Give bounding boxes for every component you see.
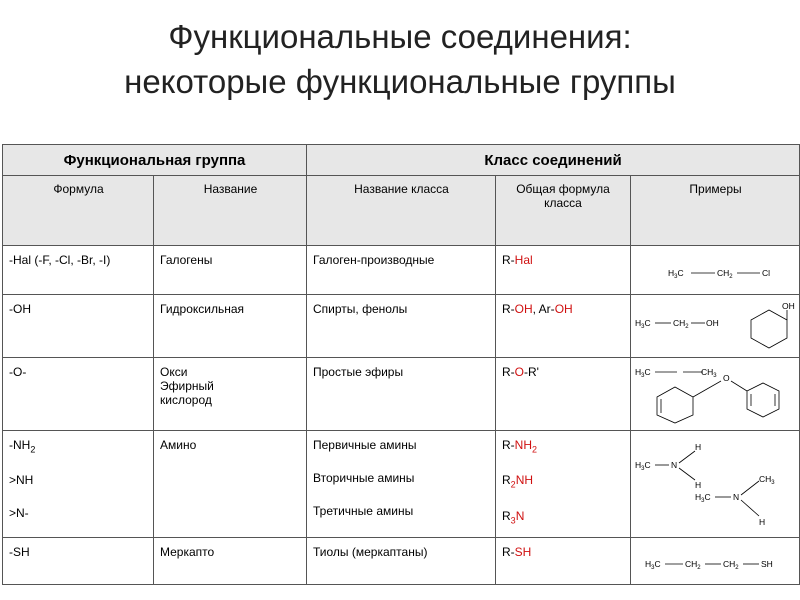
cell-name: Окси Эфирный кислород	[154, 358, 307, 431]
class-header: Класс соединений	[307, 145, 800, 176]
cell-formula: -OH	[3, 295, 154, 358]
thiol-structure	[633, 545, 796, 577]
table-column-header-row	[3, 176, 800, 246]
svg-text:CH2: $CH_2$	[673, 318, 689, 330]
svg-text:H: H	[695, 442, 702, 452]
svg-text:N: N	[671, 460, 678, 470]
col-header-class-name: Название класса	[307, 176, 496, 246]
col-header-general-formula: Общая формула класса	[496, 176, 631, 246]
cell-example	[631, 295, 800, 358]
svg-text:CH3: $CH_3$	[701, 367, 717, 379]
cell-formula: $-NH_2$ >NH >N-	[3, 431, 154, 538]
table-row	[3, 246, 800, 295]
cell-class-name: Спирты, фенолы	[307, 295, 496, 358]
svg-text:SH: SH	[761, 559, 773, 569]
cell-class-name: Галоген-производные	[307, 246, 496, 295]
svg-text:H3C: $H_3C$	[668, 268, 684, 280]
cell-formula: -SH	[3, 538, 154, 585]
cell-name: Гидроксильная	[154, 295, 307, 358]
gen-group: Hal	[514, 253, 533, 267]
svg-text:H3C: $H_3C$	[645, 559, 661, 571]
svg-text:H3C: $H_3C$	[695, 492, 711, 504]
title-line-2: некоторые функциональные группы	[124, 63, 676, 100]
col-header-examples: Примеры	[631, 176, 800, 246]
slide-title	[0, 14, 800, 104]
svg-text:O: O	[723, 373, 730, 383]
svg-text:OH: OH	[706, 318, 719, 328]
cell-example	[631, 246, 800, 295]
table-row	[3, 431, 800, 538]
cell-general-formula	[496, 246, 631, 295]
table-group-header-row	[3, 145, 800, 176]
svg-text:H: H	[695, 480, 702, 490]
svg-text:H3C: $H_3C$	[635, 367, 651, 379]
svg-text:H: H	[759, 517, 766, 527]
table-row	[3, 358, 800, 431]
cell-general-formula: R-SH	[496, 538, 631, 585]
haloalkane-structure	[633, 253, 796, 287]
cell-general-formula: R-O-R'	[496, 358, 631, 431]
col-header-name: Название	[154, 176, 307, 246]
svg-text:H3C: $H_3C$	[635, 460, 651, 472]
cell-example	[631, 358, 800, 431]
cell-class-name: Первичные амины Вторичные амины Третичные амины	[307, 431, 496, 538]
amine-structures	[633, 436, 796, 532]
alcohol-phenol-structure	[633, 300, 796, 352]
svg-text:CH3: $CH_3$	[759, 474, 775, 486]
svg-text:CH2: $CH_2$	[717, 268, 733, 280]
col-header-formula: Формула	[3, 176, 154, 246]
cell-general-formula: R-OH, Ar-OH	[496, 295, 631, 358]
svg-text:CH2: $CH_2$	[723, 559, 739, 571]
cell-name: Галогены	[154, 246, 307, 295]
svg-text:Cl: Cl	[762, 268, 771, 278]
cell-example	[631, 431, 800, 538]
table-row	[3, 295, 800, 358]
functional-groups-table	[2, 144, 800, 585]
ether-structure	[633, 363, 796, 425]
table-row	[3, 538, 800, 585]
cell-name: Меркапто	[154, 538, 307, 585]
svg-text:H3C: $H_3C$	[635, 318, 651, 330]
group-header: Функциональная группа	[3, 145, 307, 176]
title-line-1: Функциональные соединения:	[168, 18, 632, 55]
cell-formula: -Hal (-F, -Cl, -Br, -I)	[3, 246, 154, 295]
cell-example	[631, 538, 800, 585]
cell-general-formula: $R-NH_2$ $R_2NH$ $R_3N$	[496, 431, 631, 538]
cell-name: Амино	[154, 431, 307, 538]
svg-text:N: N	[733, 492, 740, 502]
svg-text:CH2: $CH_2$	[685, 559, 701, 571]
cell-class-name: Тиолы (меркаптаны)	[307, 538, 496, 585]
cell-class-name: Простые эфиры	[307, 358, 496, 431]
cell-formula: -O-	[3, 358, 154, 431]
gen-r: R-	[502, 253, 515, 267]
svg-text:OH: OH	[782, 301, 795, 311]
